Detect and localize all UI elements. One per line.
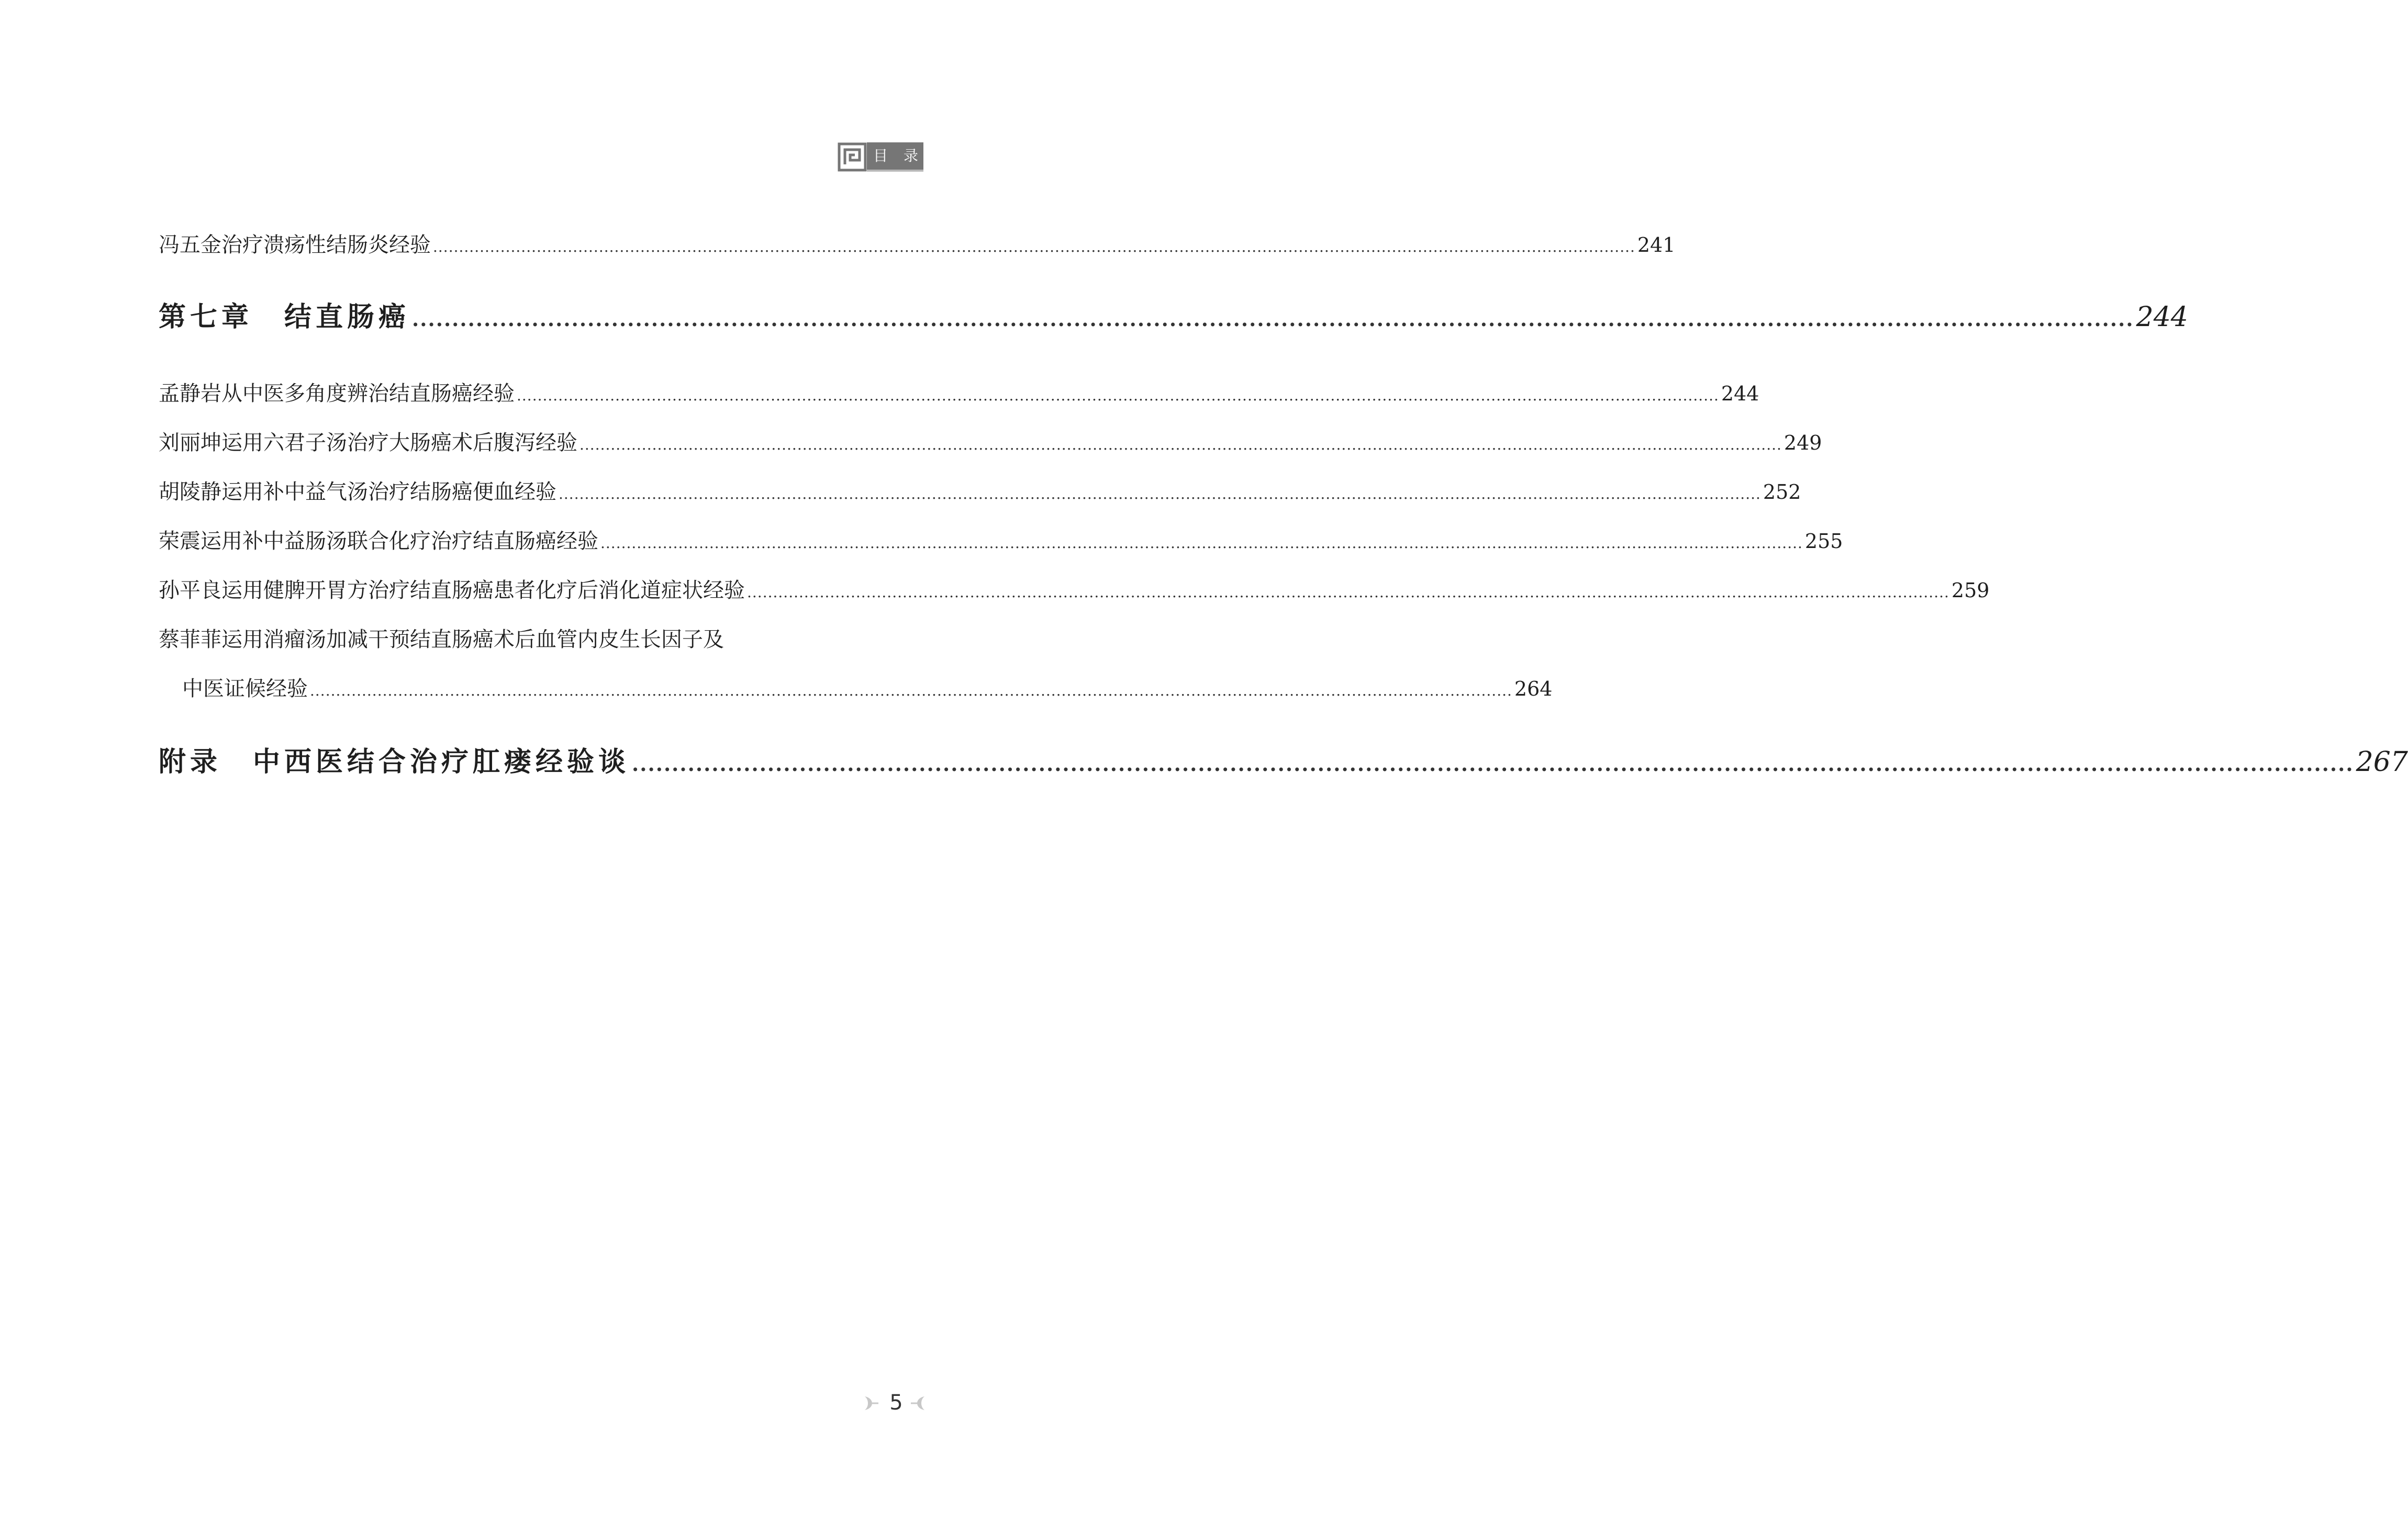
dot-leader: ........................................................................................................................................................................................................................................ <box>600 534 1803 552</box>
dot-leader: ........................................................................................................................................................................................................................................ <box>579 436 1782 453</box>
toc-entry-title: 荣震运用补中益肠汤联合化疗治疗结直肠癌经验 <box>159 529 598 553</box>
dot-leader: ........................................................................................................................................................................................................................................ <box>310 682 1512 699</box>
dot-leader: ........................................................................................................................................................................................................................ <box>632 752 2354 776</box>
page-number: 5 <box>889 1391 903 1415</box>
chapter-title: 结直肠癌 <box>284 301 410 333</box>
toc-entry[interactable] <box>159 427 1822 458</box>
toc-entry-page: 259 <box>1951 579 1990 602</box>
chapter-page: 244 <box>2136 301 2188 333</box>
ornament-left-icon <box>864 1394 879 1412</box>
appendix-title: 中西医结合治疗肛瘘经验谈 <box>253 746 630 778</box>
toc-entry[interactable] <box>159 378 1759 409</box>
page-number-ornament <box>864 1387 927 1418</box>
appendix-heading <box>159 741 630 783</box>
toc-entry-page: 249 <box>1783 431 1822 454</box>
toc-entry[interactable] <box>159 229 1676 261</box>
fret-pattern-icon <box>838 142 867 172</box>
appendix-label: 附录 <box>159 746 222 778</box>
header-badge <box>838 142 923 172</box>
toc-chapter[interactable] <box>159 296 2188 338</box>
toc-entry-title: 胡陵静运用补中益气汤治疗结肠癌便血经验 <box>159 480 556 504</box>
toc-entry[interactable] <box>159 525 1843 557</box>
toc-entry[interactable] <box>159 575 1990 606</box>
toc-entry[interactable] <box>159 476 1801 508</box>
toc-entry-title: 冯五金治疗溃疡性结肠炎经验 <box>159 233 431 257</box>
toc-entry-page: 244 <box>1721 382 1759 405</box>
ornament-right-icon <box>910 1394 926 1412</box>
toc-entry-page: 255 <box>1804 530 1843 553</box>
chapter-heading <box>159 296 410 338</box>
toc-entry-title-line2: 中医证候经验 <box>182 677 308 701</box>
toc-entry-title: 孙平良运用健脾开胃方治疗结直肠癌患者化疗后消化道症状经验 <box>159 578 745 602</box>
dot-leader: ........................................................................................................................................................................................................................ <box>412 307 2134 331</box>
header-label-bar <box>867 142 923 172</box>
dot-leader: ........................................................................................................................................................................................................................................ <box>433 238 1635 255</box>
toc-entry-page: 241 <box>1637 233 1676 256</box>
header-label-2: 录 <box>904 147 919 164</box>
toc-entry-page: 264 <box>1514 677 1553 700</box>
appendix-page: 267 <box>2356 746 2408 778</box>
toc-entry-title: 刘丽坤运用六君子汤治疗大肠癌术后腹泻经验 <box>159 431 577 455</box>
toc-entry-page: 252 <box>1763 480 1801 504</box>
dot-leader: ........................................................................................................................................................................................................................................ <box>517 387 1719 404</box>
toc-entry[interactable] <box>182 673 1553 704</box>
toc-appendix[interactable] <box>159 741 2408 783</box>
chapter-label: 第七章 <box>159 301 253 333</box>
header-label-1: 目 <box>873 147 888 164</box>
toc-entry-title: 孟静岩从中医多角度辨治结直肠癌经验 <box>159 382 515 406</box>
dot-leader: ........................................................................................................................................................................................................................................ <box>559 485 1761 502</box>
toc-entry-title-line1[interactable]: 蔡菲菲运用消瘤汤加减干预结直肠癌术后血管内皮生长因子及 <box>159 628 724 652</box>
dot-leader: ........................................................................................................................................................................................................................................ <box>747 584 1949 601</box>
